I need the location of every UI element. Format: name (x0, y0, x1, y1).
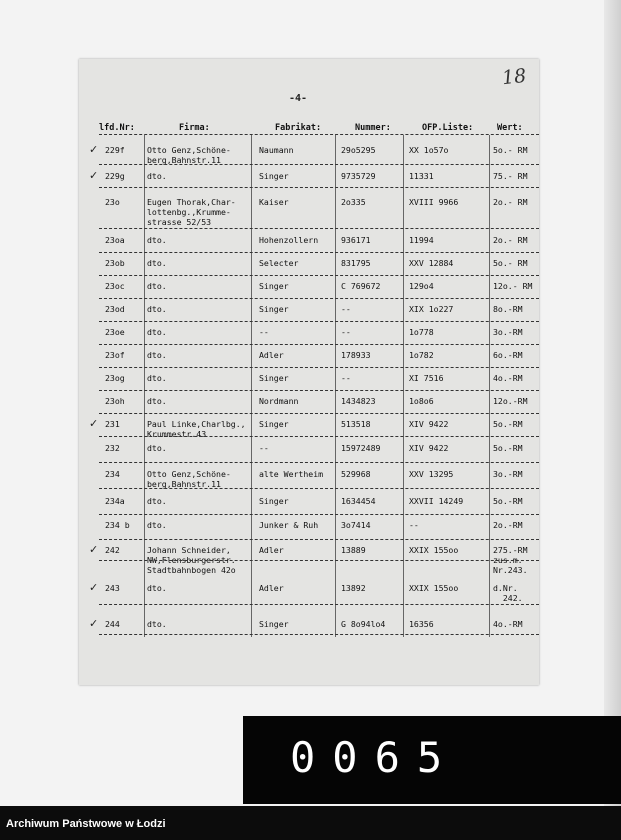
cell-list: -- (409, 520, 419, 530)
cell-number: 13892 (341, 583, 366, 593)
cell-make: -- (259, 327, 269, 337)
handwritten-page-number: 18 (500, 64, 528, 90)
cell-value: 4o.-RM (493, 619, 523, 629)
cell-nr: 243 (105, 583, 120, 593)
check-mark-icon: ✓ (89, 417, 99, 430)
cell-firm: dto. (147, 583, 167, 593)
page-label: -4- (289, 93, 308, 104)
row-rule (99, 462, 539, 463)
cell-nr: 23o (105, 197, 120, 207)
cell-value: 3o.-RM (493, 327, 523, 337)
cell-nr: 23oe (105, 327, 125, 337)
cell-list: XXV 12884 (409, 258, 454, 268)
cell-make: Nordmann (259, 396, 299, 406)
cell-nr: 232 (105, 443, 120, 453)
cell-make: Junker & Ruh (259, 520, 319, 530)
cell-value: 5o.-RM (493, 419, 523, 429)
row-rule (99, 187, 539, 188)
cell-make: Naumann (259, 145, 294, 155)
cell-nr: 231 (105, 419, 120, 429)
cell-number: 3o7414 (341, 520, 371, 530)
col-nr: lfd.Nr: (99, 123, 135, 133)
cell-make: Kaiser (259, 197, 289, 207)
cell-list: 1o778 (409, 327, 434, 337)
cell-value: 5o.-RM (493, 496, 523, 506)
cell-nr: 23od (105, 304, 125, 314)
cell-firm: Otto Genz,Schöne- berg,Bahnstr.11 (147, 469, 231, 489)
row-rule (99, 164, 539, 165)
cell-value: 2o.- RM (493, 235, 528, 245)
row-rule (99, 413, 539, 414)
row-rule (99, 539, 539, 540)
col-firm: Firma: (179, 123, 210, 133)
cell-list: 11331 (409, 171, 434, 181)
cell-firm: Johann Schneider, NW,Flensburgerstr. Stadtbahnbogen 42o (147, 545, 236, 575)
cell-value: 75.- RM (493, 171, 528, 181)
cell-make: Singer (259, 419, 289, 429)
cell-list: XXV 13295 (409, 469, 454, 479)
cell-firm: dto. (147, 235, 167, 245)
cell-value: 5o.-RM (493, 443, 523, 453)
col-value: Wert: (497, 123, 523, 133)
column-divider (489, 135, 490, 637)
cell-number: -- (341, 373, 351, 383)
row-rule (99, 321, 539, 322)
cell-number: 178933 (341, 350, 371, 360)
cell-list: XIV 9422 (409, 443, 449, 453)
cell-nr: 234a (105, 496, 125, 506)
cell-list: XIV 9422 (409, 419, 449, 429)
row-rule (99, 604, 539, 605)
cell-number: 9735729 (341, 171, 376, 181)
cell-number: 513518 (341, 419, 371, 429)
cell-list: 16356 (409, 619, 434, 629)
cell-nr: 23ob (105, 258, 125, 268)
cell-list: 11994 (409, 235, 434, 245)
cell-nr: 242 (105, 545, 120, 555)
cell-value: 5o.- RM (493, 258, 528, 268)
row-rule (99, 344, 539, 345)
cell-firm: dto. (147, 258, 167, 268)
column-divider (144, 135, 145, 637)
cell-list: 1o782 (409, 350, 434, 360)
cell-make: Selecter (259, 258, 299, 268)
archive-footer (0, 806, 621, 840)
cell-make: Adler (259, 583, 284, 593)
cell-number: 2o335 (341, 197, 366, 207)
cell-value: 6o.-RM (493, 350, 523, 360)
cell-firm: dto. (147, 396, 167, 406)
cell-list: XX 1o57o (409, 145, 449, 155)
cell-number: 13889 (341, 545, 366, 555)
cell-number: -- (341, 304, 351, 314)
cell-number: -- (341, 327, 351, 337)
col-number: Nummer: (355, 123, 391, 133)
cell-make: Singer (259, 373, 289, 383)
col-make: Fabrikat: (275, 123, 322, 133)
cell-list: XVIII 9966 (409, 197, 459, 207)
cell-value: 4o.-RM (493, 373, 523, 383)
check-mark-icon: ✓ (89, 543, 99, 556)
column-divider (335, 135, 336, 637)
cell-number: 529968 (341, 469, 371, 479)
cell-make: Adler (259, 350, 284, 360)
cell-number: 29o5295 (341, 145, 376, 155)
cell-list: XI 7516 (409, 373, 444, 383)
cell-nr: 234 b (105, 520, 130, 530)
row-rule (99, 514, 539, 515)
cell-make: Singer (259, 496, 289, 506)
cell-list: XXIX 155oo (409, 545, 459, 555)
row-rule (99, 367, 539, 368)
cell-firm: dto. (147, 619, 167, 629)
cell-make: Singer (259, 619, 289, 629)
document-page (79, 59, 539, 685)
cell-value: d.Nr. 242. (493, 583, 523, 603)
cell-value: 8o.-RM (493, 304, 523, 314)
cell-nr: 229g (105, 171, 125, 181)
cell-value: 5o.- RM (493, 145, 528, 155)
cell-firm: dto. (147, 373, 167, 383)
cell-make: Hohenzollern (259, 235, 319, 245)
check-mark-icon: ✓ (89, 143, 99, 156)
cell-value: 3o.-RM (493, 469, 523, 479)
cell-make: Adler (259, 545, 284, 555)
cell-nr: 229f (105, 145, 125, 155)
cell-nr: 23oh (105, 396, 125, 406)
cell-list: XXVII 14249 (409, 496, 464, 506)
archive-name: Archiwum Państwowe w Łodzi (6, 818, 166, 830)
cell-list: 1o8o6 (409, 396, 434, 406)
cell-firm: dto. (147, 281, 167, 291)
cell-nr: 23oc (105, 281, 125, 291)
row-rule (99, 228, 539, 229)
cell-firm: Otto Genz,Schöne- berg,Bahnstr.11 (147, 145, 231, 165)
cell-number: 831795 (341, 258, 371, 268)
cell-value: 2o.-RM (493, 520, 523, 530)
cell-firm: Eugen Thorak,Char- lottenbg.,Krumme- strasse 52/53 (147, 197, 236, 227)
cell-firm: dto. (147, 350, 167, 360)
cell-nr: 244 (105, 619, 120, 629)
cell-nr: 23og (105, 373, 125, 383)
check-mark-icon: ✓ (89, 617, 99, 630)
cell-list: XIX 1o227 (409, 304, 454, 314)
cell-value: 275.-RM zus.m. Nr.243. (493, 545, 528, 575)
column-divider (251, 135, 252, 637)
row-rule (99, 436, 539, 437)
col-list: OFP.Liste: (422, 123, 474, 133)
cell-make: Singer (259, 171, 289, 181)
cell-firm: dto. (147, 171, 167, 181)
cell-nr: 23oa (105, 235, 125, 245)
cell-number: 15972489 (341, 443, 381, 453)
check-mark-icon: ✓ (89, 169, 99, 182)
cell-make: -- (259, 443, 269, 453)
cell-firm: Paul Linke,Charlbg., Krummestr.43 (147, 419, 246, 439)
cell-nr: 23of (105, 350, 125, 360)
row-rule (99, 390, 539, 391)
cell-list: XXIX 155oo (409, 583, 459, 593)
film-edge (604, 0, 621, 806)
cell-nr: 234 (105, 469, 120, 479)
cell-list: 129o4 (409, 281, 434, 291)
check-mark-icon: ✓ (89, 581, 99, 594)
cell-make: Singer (259, 281, 289, 291)
cell-firm: dto. (147, 443, 167, 453)
cell-make: Singer (259, 304, 289, 314)
cell-number: C 769672 (341, 281, 381, 291)
cell-value: 12o.-RM (493, 396, 528, 406)
row-rule (99, 488, 539, 489)
cell-number: 1634454 (341, 496, 376, 506)
header-rule (99, 134, 539, 135)
row-rule (99, 252, 539, 253)
cell-firm: dto. (147, 520, 167, 530)
row-rule (99, 634, 539, 635)
cell-firm: dto. (147, 496, 167, 506)
cell-firm: dto. (147, 304, 167, 314)
column-divider (403, 135, 404, 637)
cell-value: 2o.- RM (493, 197, 528, 207)
frame-number: 0065 (290, 733, 460, 782)
cell-number: 936171 (341, 235, 371, 245)
row-rule (99, 275, 539, 276)
cell-number: 1434823 (341, 396, 376, 406)
cell-number: G 8o94lo4 (341, 619, 386, 629)
row-rule (99, 560, 539, 561)
cell-value: 12o.- RM (493, 281, 533, 291)
row-rule (99, 298, 539, 299)
cell-firm: dto. (147, 327, 167, 337)
cell-make: alte Wertheim (259, 469, 324, 479)
